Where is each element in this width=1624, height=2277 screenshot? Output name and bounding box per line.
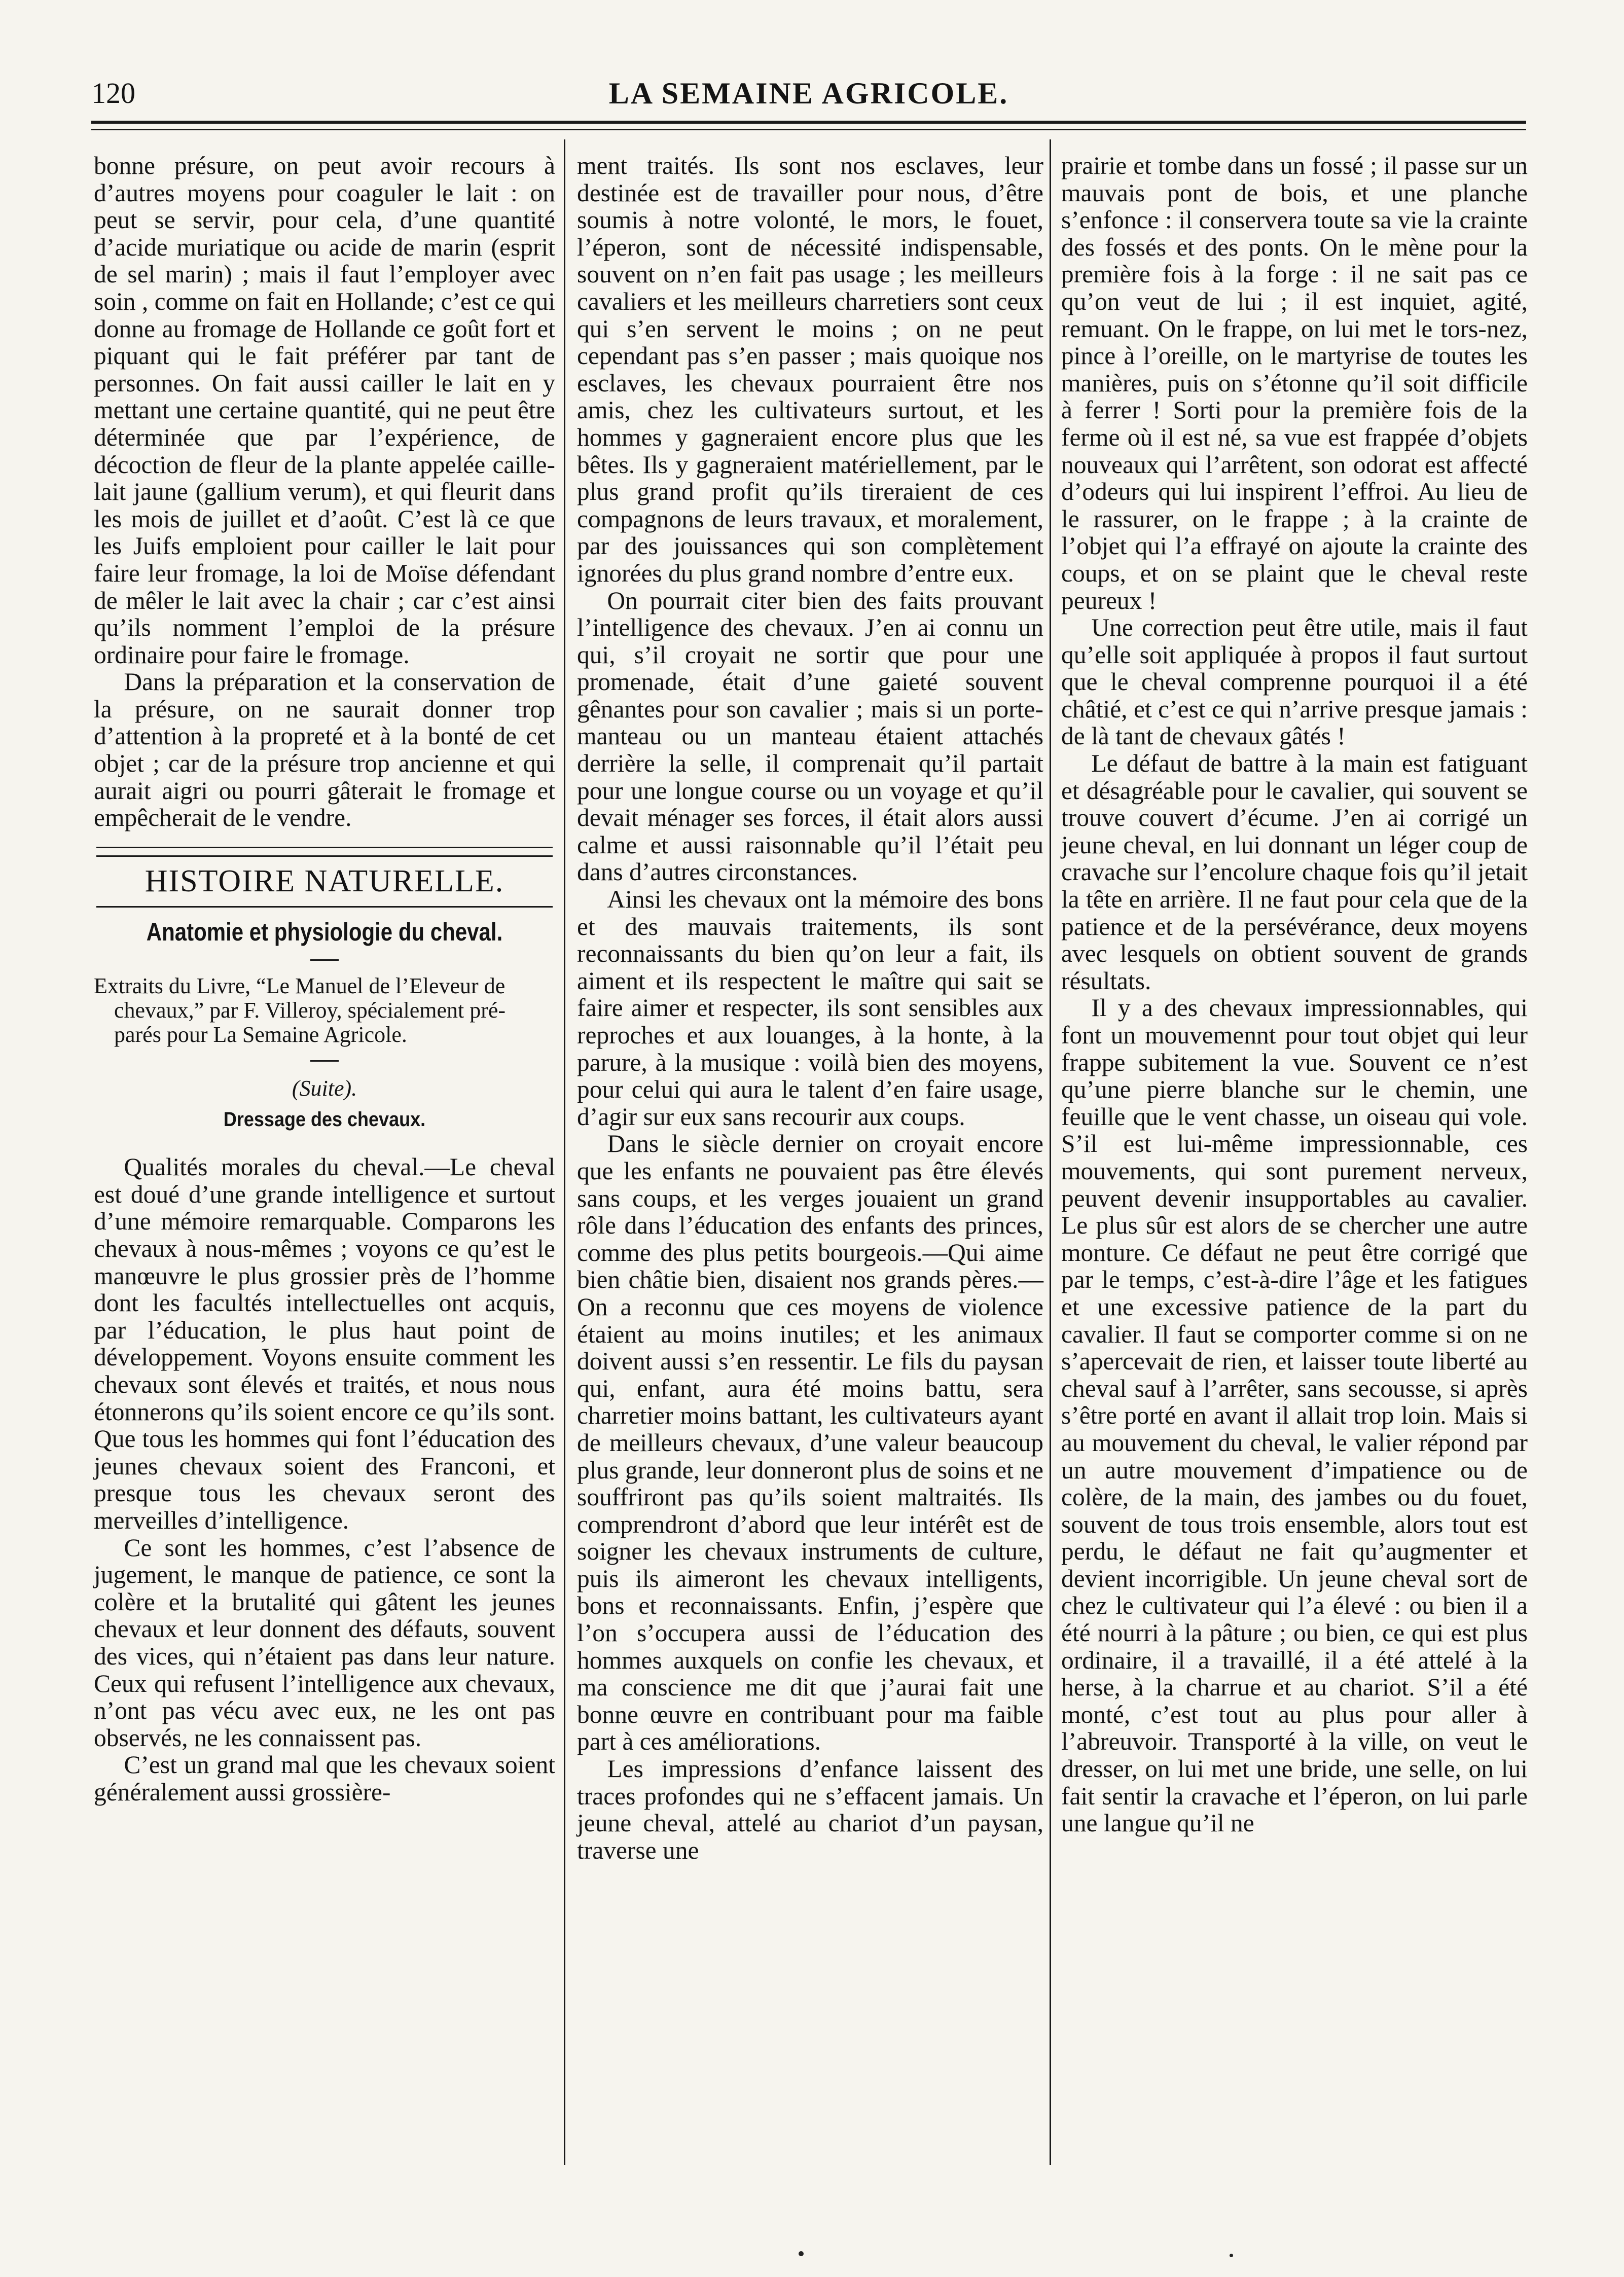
excerpt-line: parés pour La Semaine Agricole. <box>114 1022 407 1047</box>
paragraph: C’est un grand mal que les chevaux soient généralement aussi grossière- <box>94 1751 555 1806</box>
paragraph: Ce sont les hommes, c’est l’absence de jugement, le manque de patience, ce sont la colère et la brutalité qui gâtent les jeunes chevaux et leur donnent des défauts, souvent des vices, qui n’étaient pas dans leur nature. Ceux qui refusent l’intelligence aux chevaux, n’ont pas vécu avec eux, ne les ont pas observés, ne les connaissent pas. <box>94 1533 555 1752</box>
paragraph: ment traités. Ils sont nos esclaves, leur destinée est de travailler pour nous, d’être soumis à notre volonté, le mors, le fouet, l’éperon, sont de nécessité indispensable, souvent on n’en fait pas usage ; les meilleurs cavaliers et les meilleurs charretiers sont ceux qui s’en servent le moins ; on ne peut cependant pas s’en passer ; mais quoique nos esclaves, les chevaux pourraient être nos amis, chez les cultivateurs surtout, et les hommes y gagneraient encore plus que les bêtes. Ils y gagneraient matériellement, par le plus grand profit qu’ils tireraient de ces compagnons de leurs travaux, et moralement, par des jouissances qui son complètement ignorées du plus grand nombre d’entre eux. <box>577 152 1043 587</box>
excerpt-line: Extraits du Livre, “Le Manuel de l’Eleveur de <box>94 973 506 999</box>
paragraph: prairie et tombe dans un fossé ; il passe sur un mauvais pont de bois, et une planche s’enfonce : il conservera toute sa vie la crainte des fossés et des ponts. On le mène pour la première fois à la forge : il ne sait pas ce qu’on veut de lui ; il est inquiet, agité, remuant. On le frappe, on lui met le tors-nez, pince à l’oreille, on le martyrise de toutes les manières, puis on s’étonne qu’il soit difficile à ferrer ! Sorti pour la première fois de la ferme où il est né, sa vue est frappée d’objets nouveaux qui l’arrêtent, son odorat est affecté d’odeurs qui lui inspirent l’effroi. Au lieu de le rassurer, on le frappe ; à la crainte de l’objet qui l’a effrayé on ajoute la crainte des coups, et on se plaint que le cheval reste peureux ! <box>1061 152 1528 615</box>
page-header <box>91 76 1526 118</box>
paragraph: Ainsi les chevaux ont la mémoire des bons et des mauvais traitements, ils sont reconnaissants du bien qu’on leur a fait, ils aiment et ils respectent le maître qui sait se faire aimer et respecter, ils sont sensibles aux reproches et aux louanges, à la honte, à la parure, à la musique : voilà bien des moyens, pour celui qui aura le talent d’en faire usage, d’agir sur eux sans recourir aux coups. <box>577 885 1043 1131</box>
column-2 <box>577 152 1043 1864</box>
paragraph: Dans le siècle dernier on croyait encore que les enfants ne pouvaient pas être élevés sans coups, et les verges jouaient un grand rôle dans l’éducation des enfants des princes, comme des plus petits bourgeois.—Qui aime bien châtie bien, disaient nos grands pères.—On a reconnu que ces moyens de violence étaient au moins inutiles; et les animaux doivent aussi s’en ressentir. Le fils du paysan qui, enfant, aura été moins battu, sera charretier moins battant, les cultivateurs ayant de meilleurs chevaux, d’une valeur beaucoup plus grande, leur donneront plus de soins et ne souffriront pas qu’ils soient maltraités. Ils comprendront d’abord que leur intérêt est de soigner les chevaux instruments de culture, puis ils aimeront les chevaux intelligents, bons et reconnaissants. Enfin, j’espère que l’on s’occupera aussi de l’éducation des hommes auxquels on confie les chevaux, et ma conscience me dit que j’aurai fait une bonne œuvre en contribuant pour ma faible part à ces améliorations. <box>577 1130 1043 1756</box>
paragraph: Il y a des chevaux impressionnables, qui font un mouvemennt pour tout objet qui leur frappe subitement la vue. Souvent ce n’est qu’une pierre blanche sur le chemin, une feuille que le vent chasse, un oiseau qui vole. S’il est lui-même impressionnable, ces mouvements, qui sont purement nerveux, peuvent devenir insupportables au cavalier. Le plus sûr est alors de se chercher une autre monture. Ce défaut ne peut être corrigé que par le temps, c’est-à-dire l’âge et les fatigues et une excessive patience de la part du cavalier. Il faut se comporter comme si on ne s’apercevait de rien, et laisser toute liberté au cheval sauf à l’arrêter, sans secousse, si après s’être porté en avant il allait trop loin. Mais si au mouvement du cheval, le valier répond par un autre mouvement d’impatience ou de colère, de la main, des jambes ou du fouet, souvent de tous trois ensemble, alors tout est perdu, le défaut ne fait qu’augmenter et devient incorrigible. Un jeune cheval sort de chez le cultivateur qui l’a élevé : ou bien il a été nourri à la pâture ; ou bien, ce qui est plus ordinaire, il a travaillé, il a été attelé à la herse, à la charrue et au chariot. S’il a été monté, c’est tout au plus pour aller à l’abreuvoir. Transporté à la ville, on veut le dresser, on lui met une bride, une selle, on lui fait sentir la cravache et l’éperon, on lui parle une langue qu’il ne <box>1061 994 1528 1837</box>
paragraph: Une correction peut être utile, mais il faut qu’elle soit appliquée à propos il faut surtout que le cheval comprenne pourquoi il a été châtié, et c’est ce qui n’arrive presque jamais : de là tant de chevaux gâtés ! <box>1061 613 1528 750</box>
journal-title: LA SEMAINE AGRICOLE. <box>608 77 1009 110</box>
header-rule-thin <box>91 129 1526 130</box>
column-divider <box>1050 139 1051 2165</box>
paragraph: Le défaut de battre à la main est fatiguant et désagréable pour le cavalier, qui souvent se trouve couvert d’écume. J’en ai corrigé un jeune cheval, en lui donnant un léger coup de cravache sur l’encolure chaque fois qu’il jetait la tête en arrière. Il ne faut pour cela que de la patience et de la persévérance, deux moyens avec lesquels on obtient souvent de grands résultats. <box>1061 749 1528 995</box>
paragraph: Dans la préparation et la conservation de la présure, on ne saurait donner trop d’attention à la propreté et à la bonté de cet objet ; car de la présure trop ancienne et qui aurait aigri ou pourri gâterait le fromage et empêcherait de le vendre. <box>94 668 555 832</box>
article-subtitle: Dressage des chevaux. <box>223 1108 426 1131</box>
print-speck <box>1230 2254 1233 2257</box>
dash-separator <box>310 1060 339 1062</box>
dash-separator <box>310 959 339 961</box>
excerpt-line: chevaux,” par F. Villeroy, spécialement pré- <box>114 998 506 1023</box>
paragraph: Les impressions d’enfance laissent des traces profondes qui ne s’effacent jamais. Un jeune cheval, attelé au chariot d’un paysan, traverse une <box>577 1755 1043 1864</box>
page-number: 120 <box>91 77 135 110</box>
section-title: HISTOIRE NATURELLE. <box>145 863 504 898</box>
article-title: Anatomie et physiologie du cheval. <box>146 918 503 947</box>
column-3 <box>1061 152 1528 1837</box>
header-rule-thick <box>91 121 1526 124</box>
print-speck <box>799 2251 804 2256</box>
excerpt-note <box>94 974 555 1047</box>
paragraph: On pourrait citer bien des faits prouvant l’intelligence des chevaux. J’en ai connu un qui, s’il croyait ne sortir que pour une promenade, était d’une gaieté souvent gênantes pour son cavalier ; mais si un porte-manteau ou un manteau étaient attachés derrière la selle, il comprenait qu’il partait pour une longue course ou un voyage et qu’il devait ménager ses forces, il était alors aussi calme et aussi raisonnable qu’il l’était peu dans d’autres circonstances. <box>577 586 1043 886</box>
column-1 <box>94 152 555 1805</box>
paragraph: bonne présure, on peut avoir recours à d’autres moyens pour coaguler le lait : on peut se servir, pour cela, d’une quantité d’acide muriatique ou acide de marin (esprit de sel marin) ; mais il faut l’employer avec soin , comme on fait en Hollande; c’est ce qui donne au fromage de Hollande ce goût fort et piquant qui le fait préférer par tant de personnes. On fait aussi cailler le lait en y mettant une certaine quantité, qui ne peut être déterminée que par l’expérience, de décoction de fleur de la plante appelée caille-lait jaune (gallium verum), et qui fleurit dans les mois de juillet et d’août. C’est là ce que les Juifs emploient pour cailler le lait pour faire leur fromage, la loi de Moïse défendant de mêler le lait avec la chair ; car c’est ainsi qu’ils nomment l’emploi de la présure ordinaire pour faire le fromage. <box>94 152 555 669</box>
column-divider <box>564 139 565 2165</box>
section-divider <box>96 847 553 857</box>
paragraph: Qualités morales du cheval.—Le cheval est doué d’une grande intelligence et surtout d’une mémoire remarquable. Comparons les chevaux à nous-mêmes ; voyons ce qu’est le manœuvre le plus grossier près de l’homme dont les facultés intellectuelles ont acquis, par l’éducation, le plus haut point de développement. Voyons ensuite comment les chevaux sont élevés et traités, et nous nous étonnerons qu’ils soient encore ce qu’ils sont. Que tous les hommes qui font l’éducation des jeunes chevaux soient des Franconi, et presque tous les chevaux seront des merveilles d’intelligence. <box>94 1153 555 1534</box>
continuation-note: (Suite). <box>292 1076 357 1101</box>
section-divider <box>96 906 553 908</box>
